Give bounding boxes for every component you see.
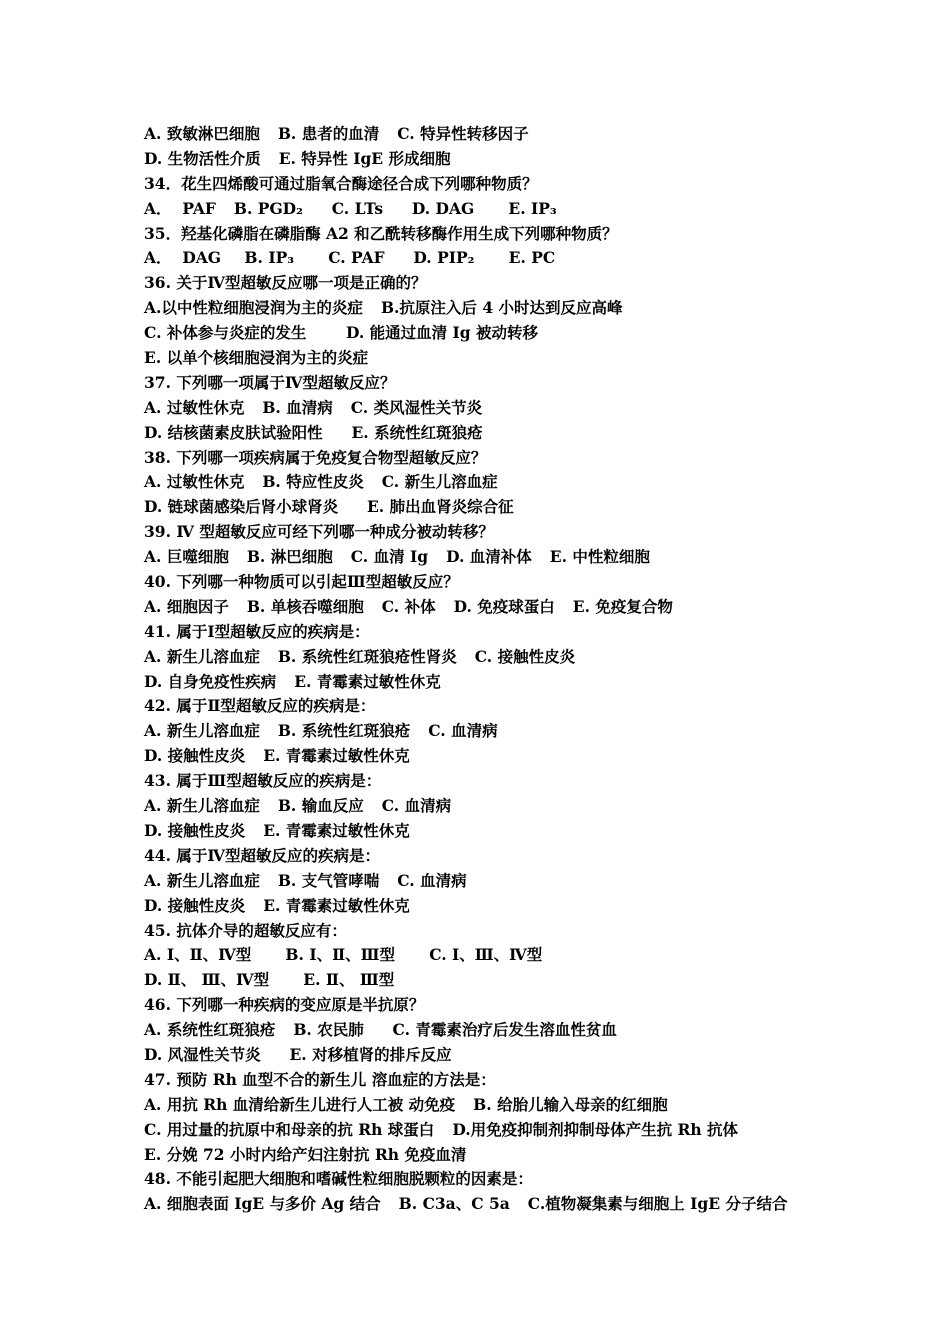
question-text: 43. 属于Ⅲ型超敏反应的疾病是： — [144, 771, 382, 791]
answer-option: B. 农民肺 — [293, 1020, 364, 1040]
answer-options-row — [144, 1018, 924, 1043]
answer-option: B. 患者的血清 — [277, 124, 380, 143]
question-text: 40. 下列哪一种物质可以引起Ⅲ型超敏反应？ — [144, 572, 459, 592]
question-text: 45. 抗体介导的超敏反应有： — [144, 920, 347, 940]
answer-option: B.抗原注入后 4 小时达到反应高峰 — [380, 298, 623, 318]
answer-option: D. 免疫球蛋白 — [453, 596, 555, 616]
answer-options-row — [144, 744, 924, 769]
answer-option: C. 特异性转移因子 — [397, 124, 529, 143]
answer-option: B. 特应性皮炎 — [262, 472, 364, 492]
answer-option: E. 以单个核细胞浸润为主的炎症 — [144, 348, 369, 368]
question-text: 39. Ⅳ 型超敏反应可经下列哪一种成分被动转移？ — [144, 522, 494, 542]
answer-option: A． DAG — [144, 248, 222, 268]
answer-options-row — [144, 819, 924, 844]
answer-option: D. 生物活性介质 — [144, 148, 261, 168]
answer-option: A. 巨噬细胞 — [144, 547, 229, 567]
exam-page — [144, 122, 924, 1217]
answer-options-row — [144, 968, 924, 993]
answer-option: C. 用过量的抗原中和母亲的抗 Rh 球蛋白 — [144, 1119, 435, 1139]
answer-option: A. 新生儿溶血症 — [144, 796, 260, 816]
answer-option: E. PC — [492, 248, 556, 268]
answer-option: C. 血清病 — [397, 870, 467, 890]
answer-options-row — [144, 396, 924, 421]
answer-option: D.用免疫抑制剂抑制母体产生抗 Rh 抗体 — [452, 1119, 739, 1139]
answer-option: D. Ⅱ、 Ⅲ、Ⅳ型 — [144, 970, 270, 990]
answer-option: A. Ⅰ、Ⅱ、Ⅳ型 — [144, 945, 252, 965]
answer-option: A. 新生儿溶血症 — [144, 721, 260, 741]
answer-option: B. 系统性红斑狼疮性肾炎 — [277, 646, 457, 666]
answer-option: C. 血清病 — [428, 721, 498, 741]
answer-option: D. PIP₂ — [402, 248, 475, 268]
question-text: 41. 属于Ⅰ型超敏反应的疾病是： — [144, 621, 370, 641]
answer-options-row — [144, 495, 924, 520]
answer-option: E. 分娩 72 小时内给产妇注射抗 Rh 免疫血清 — [144, 1144, 467, 1164]
question-text: 47. 预防 Rh 血型不合的新生儿 溶血症的方法是： — [144, 1069, 496, 1089]
answer-option: A. 系统性红斑狼疮 — [144, 1020, 276, 1040]
answer-options-row — [144, 943, 924, 968]
answer-option: B. 给胎儿输入母亲的红细胞 — [473, 1094, 668, 1114]
answer-option: D. 结核菌素皮肤试验阳性 — [144, 422, 323, 442]
answer-option: C. LTs — [320, 198, 384, 218]
answer-option: E. 特异性 IgE 形成细胞 — [278, 148, 451, 168]
question-text: 38. 下列哪一项疾病属于免疫复合物型超敏反应？ — [144, 447, 487, 467]
answer-option: B. 血清病 — [262, 397, 333, 417]
answer-option: E. 青霉素过敏性休克 — [263, 895, 410, 915]
answer-option: C. 补体参与炎症的发生 — [144, 323, 307, 343]
answer-option: A. 新生儿溶血症 — [144, 870, 260, 890]
answer-option: B. 系统性红斑狼疮 — [277, 721, 411, 741]
answer-option: A. 细胞因子 — [144, 596, 229, 616]
answer-options-row — [144, 122, 924, 147]
answer-options-row — [144, 1118, 924, 1143]
answer-option: B. 淋巴细胞 — [246, 547, 333, 567]
answer-options-row — [144, 595, 924, 620]
answer-option: E. 系统性红斑狼疮 — [340, 422, 483, 442]
answer-option: D. 接触性皮炎 — [144, 895, 246, 915]
answer-option: D. 自身免疫性疾病 — [144, 671, 277, 691]
answer-option: B. 输血反应 — [277, 796, 364, 816]
answer-options-row — [144, 296, 924, 321]
answer-option: E. 肺出血肾炎综合征 — [356, 497, 514, 517]
question-text: 44. 属于Ⅳ型超敏反应的疾病是： — [144, 845, 380, 865]
question-text: 35．羟基化磷脂在磷脂酶 A2 和乙酰转移酶作用生成下列哪种物质？ — [144, 223, 618, 243]
answer-options-row — [144, 421, 924, 446]
answer-options-row — [144, 670, 924, 695]
answer-options-row — [144, 147, 924, 172]
answer-option: C. Ⅰ、Ⅲ、Ⅳ型 — [413, 945, 543, 965]
answer-options-row — [144, 197, 924, 222]
answer-option: A.以中性粒细胞浸润为主的炎症 — [144, 298, 363, 318]
answer-option: D. DAG — [401, 198, 475, 218]
answer-option: B. PGD₂ — [233, 198, 303, 218]
answer-option: A. 过敏性休克 — [144, 472, 245, 492]
answer-option: C. 血清病 — [381, 796, 452, 816]
answer-option: B. C3a、C 5a — [398, 1194, 510, 1214]
answer-option: C. 血清 Ig — [350, 547, 429, 567]
answer-option: C. 新生儿溶血症 — [381, 472, 498, 492]
answer-option: B. Ⅰ、Ⅱ、Ⅲ型 — [269, 945, 396, 965]
question-text: 37. 下列哪一项属于Ⅳ型超敏反应？ — [144, 372, 396, 392]
answer-option: A. 过敏性休克 — [144, 397, 245, 417]
answer-option: C. 类风湿性关节炎 — [350, 397, 483, 417]
answer-options-row — [144, 545, 924, 570]
answer-options-row — [144, 1192, 924, 1217]
answer-option: A. 致敏淋巴细胞 — [144, 124, 260, 143]
answer-options-row — [144, 470, 924, 495]
answer-option: D. 链球菌感染后肾小球肾炎 — [144, 497, 339, 517]
question-text: 46. 下列哪一种疾病的变应原是半抗原？ — [144, 995, 425, 1015]
answer-options-row — [144, 869, 924, 894]
question-text: 48. 不能引起肥大细胞和嗜碱性粒细胞脱颗粒的因素是： — [144, 1169, 533, 1189]
answer-options-row — [144, 1093, 924, 1118]
answer-option: E. Ⅱ、 Ⅲ型 — [287, 970, 395, 990]
answer-options-row — [144, 894, 924, 919]
answer-option: C. 接触性皮炎 — [474, 646, 576, 666]
answer-option: D. 能通过血清 Ig 被动转移 — [324, 323, 539, 343]
question-text: 34．花生四烯酸可通过脂氧合酶途径合成下列哪种物质？ — [144, 173, 538, 193]
answer-option: E. 免疫复合物 — [572, 596, 673, 616]
answer-option: E. 青霉素过敏性休克 — [263, 746, 410, 766]
answer-options-row — [144, 794, 924, 819]
answer-option: B. 支气管哮喘 — [277, 870, 380, 890]
answer-option: E. 对移植肾的排斥反应 — [278, 1044, 452, 1064]
answer-option: A. 细胞表面 IgE 与多价 Ag 结合 — [144, 1194, 381, 1214]
answer-option: E. 中性粒细胞 — [549, 547, 650, 567]
answer-option: A． PAF — [144, 198, 216, 218]
answer-option: A. 新生儿溶血症 — [144, 646, 260, 666]
answer-option: C. PAF — [312, 248, 385, 268]
answer-options-row — [144, 246, 924, 271]
answer-options-row — [144, 1043, 924, 1068]
answer-option: B. 单核吞噬细胞 — [246, 596, 364, 616]
answer-option: A. 用抗 Rh 血清给新生儿进行人工被 动免疫 — [144, 1094, 456, 1114]
answer-options-row — [144, 346, 924, 371]
answer-options-row — [144, 321, 924, 346]
answer-option: D. 血清补体 — [446, 547, 532, 567]
answer-options-row — [144, 1143, 924, 1168]
answer-option: C.植物凝集素与细胞上 IgE 分子结合 — [527, 1194, 788, 1214]
question-text: 42. 属于Ⅱ型超敏反应的疾病是： — [144, 696, 376, 716]
question-text: 36. 关于Ⅳ型超敏反应哪一项是正确的？ — [144, 273, 427, 293]
answer-option: E. 青霉素过敏性休克 — [294, 671, 441, 691]
answer-options-row — [144, 719, 924, 744]
answer-option: D. 接触性皮炎 — [144, 746, 246, 766]
answer-option: C. 补体 — [381, 596, 436, 616]
answer-option: D. 风湿性关节炎 — [144, 1044, 261, 1064]
answer-option: B. IP₃ — [239, 248, 295, 268]
answer-option: E. 青霉素过敏性休克 — [263, 820, 410, 840]
answer-options-row — [144, 645, 924, 670]
answer-option: D. 接触性皮炎 — [144, 820, 246, 840]
answer-option: C. 青霉素治疗后发生溶血性贫血 — [381, 1020, 617, 1040]
answer-option: E. IP₃ — [492, 198, 557, 218]
